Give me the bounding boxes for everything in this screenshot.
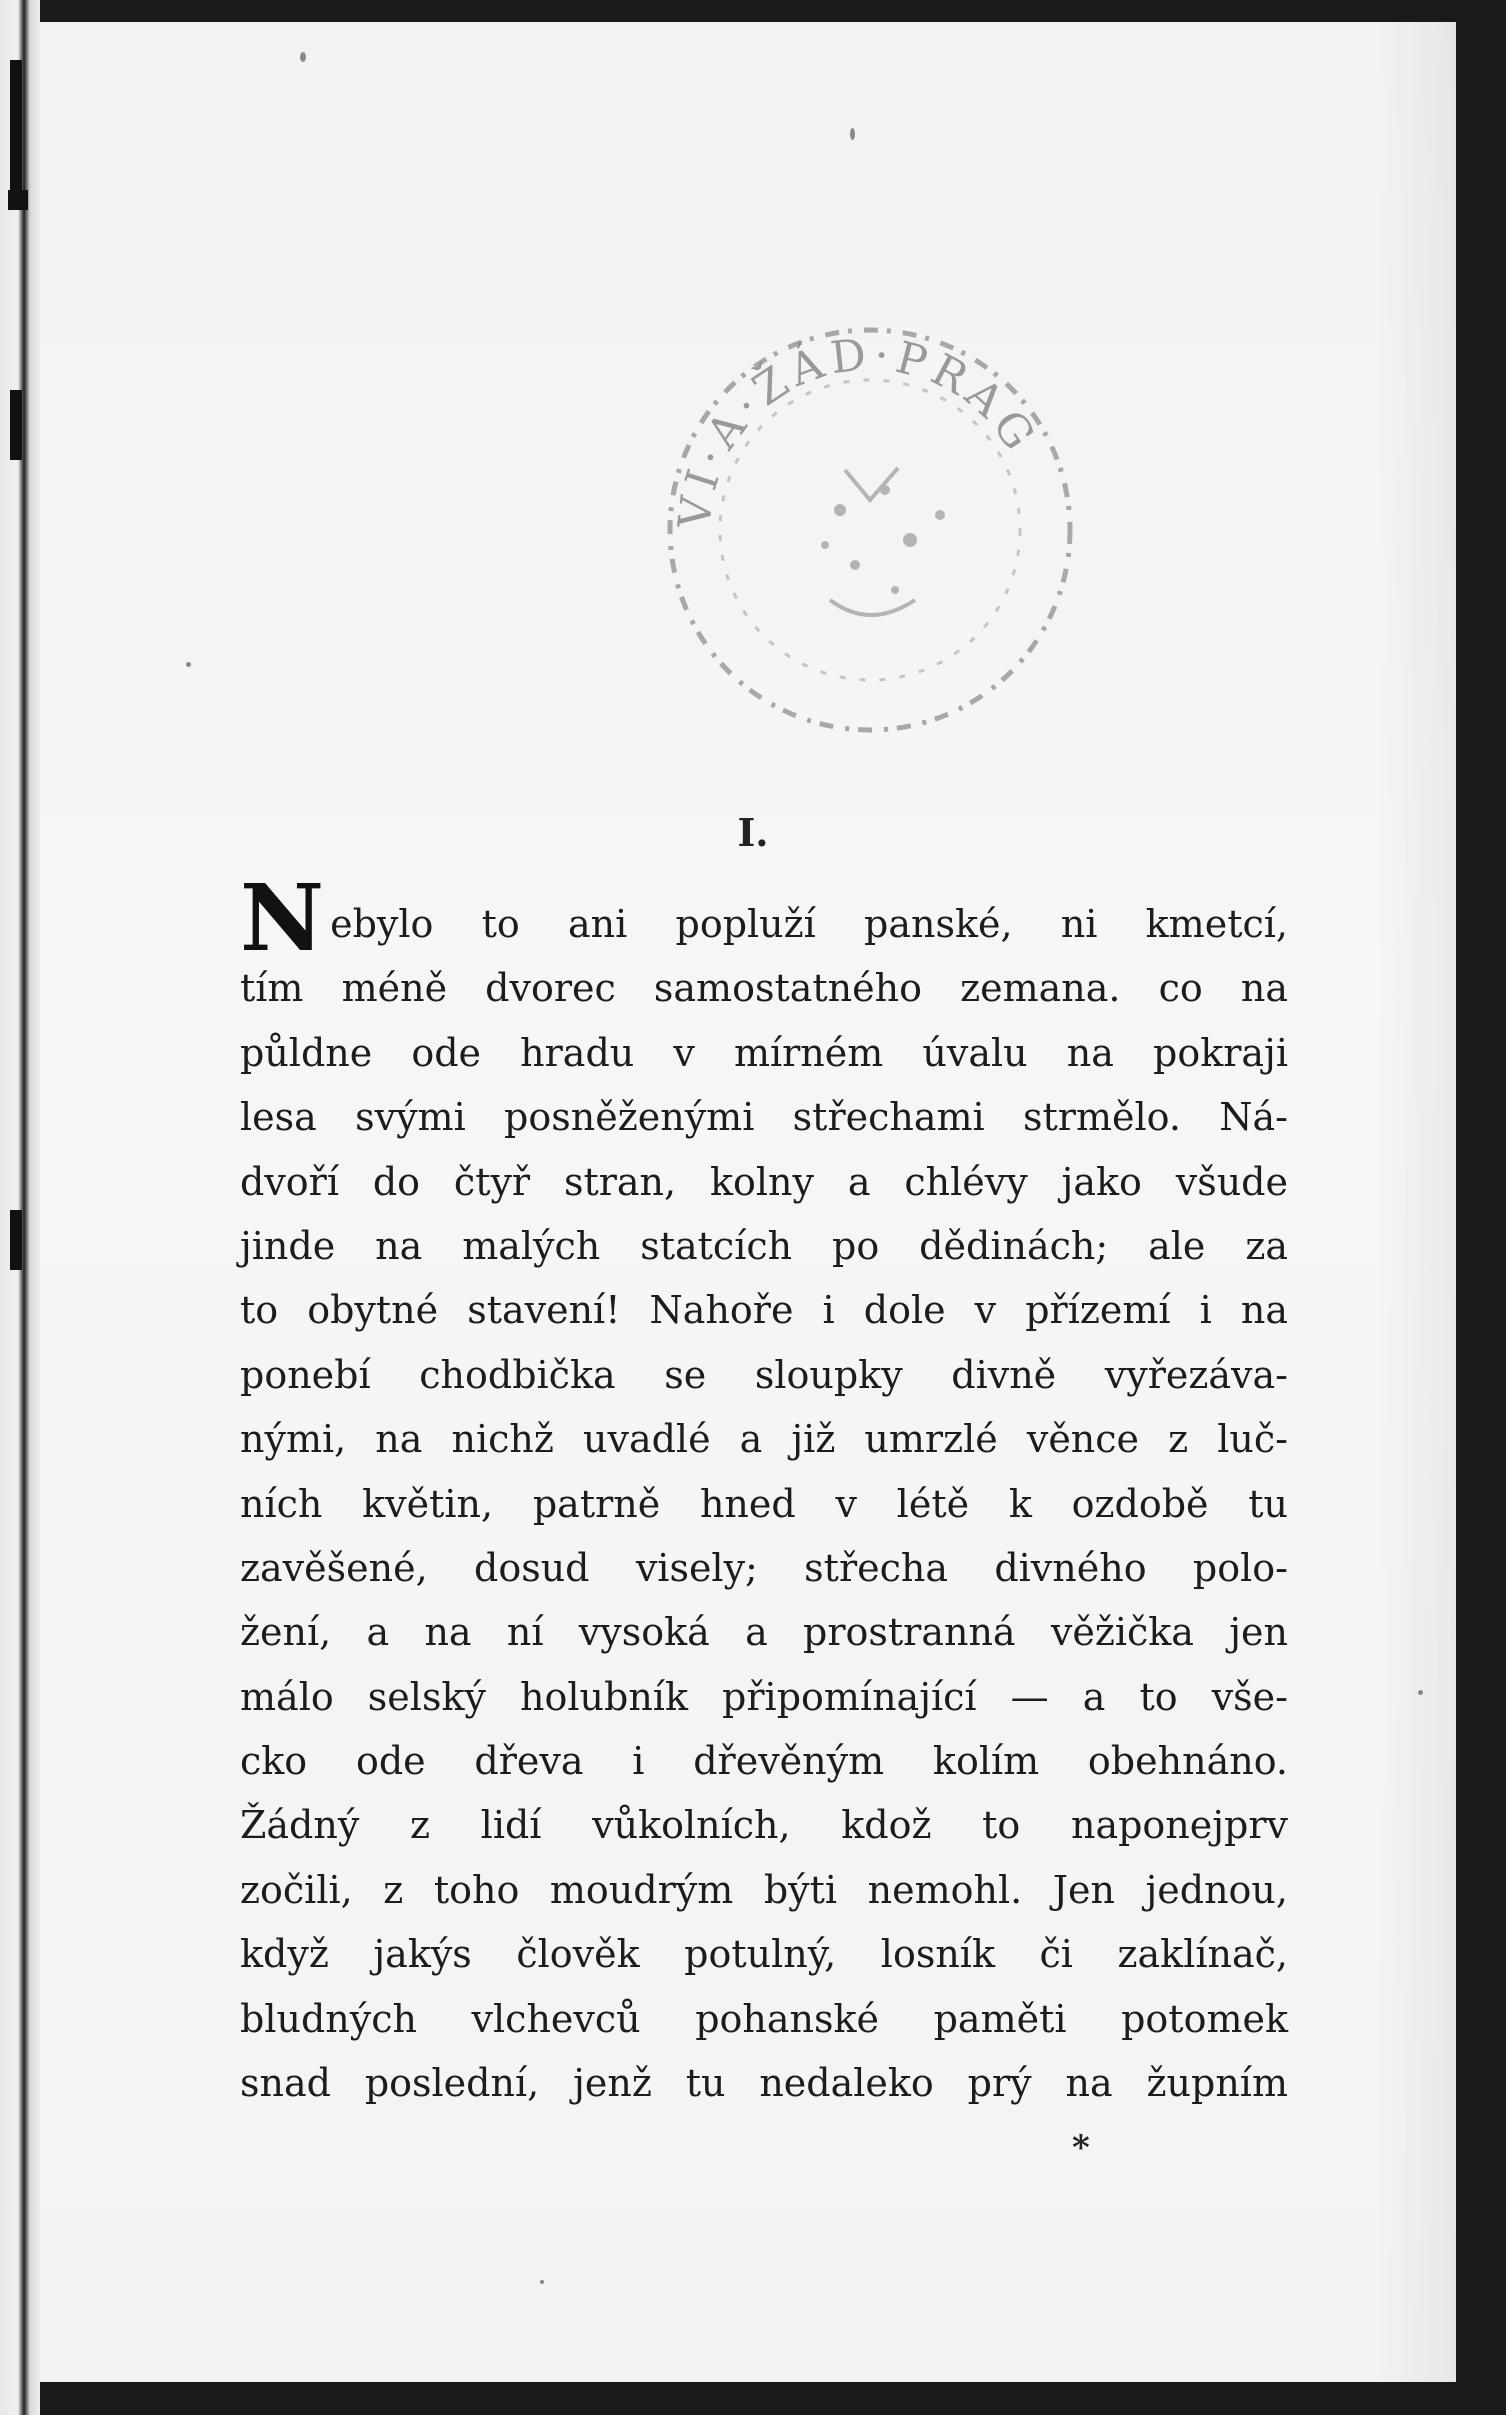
- text-line: půldne ode hradu v mírném úvalu na pokraji: [240, 1030, 1288, 1075]
- text-line: nými, na nichž uvadlé a již umrzlé věnce z luč-: [240, 1417, 1288, 1462]
- binding-mark: [10, 1210, 22, 1270]
- text-line: zočili, z toho moudrým býti nemohl. Jen jednou,: [240, 1867, 1288, 1912]
- signature-mark: *: [1072, 2128, 1090, 2168]
- text-line-1: [240, 864, 1288, 972]
- text-line: ních květin, patrně hned v létě k ozdobě tu: [240, 1481, 1288, 1526]
- drop-cap: N: [240, 864, 325, 972]
- paper-speck: [300, 52, 306, 62]
- binding-mark: [10, 390, 22, 460]
- text-line: ponebí chodbička se sloupky divně vyřezáva-: [240, 1352, 1288, 1397]
- paper-speck: [850, 128, 855, 140]
- text-line: cko ode dřeva i dřevěným kolím obehnáno.: [240, 1739, 1288, 1784]
- text-line: to obytné stavení! Nahoře i dole v přízemí i na: [240, 1288, 1288, 1333]
- stamp-text: VI·A·ŽÁD·PRAG: [669, 328, 1048, 532]
- paper-speck: [540, 2280, 544, 2284]
- text-line: málo selský holubník připomínající — a to vše-: [240, 1674, 1288, 1719]
- text-line: jinde na malých statcích po dědinách; ale za: [240, 1223, 1288, 1268]
- chapter-number: I.: [737, 810, 769, 855]
- text-line: když jakýs člověk potulný, losník či zaklínač,: [240, 1932, 1288, 1977]
- text-line: Žádný z lidí vůkolních, kdož to naponejprv: [240, 1803, 1288, 1848]
- book-binding-edge: [0, 0, 40, 2415]
- first-line-text: ebylo to ani popluží panské, ni kmetcí,: [330, 902, 1288, 946]
- text-line: dvoří do čtyř stran, kolny a chlévy jako všude: [240, 1159, 1288, 1204]
- text-line: žení, a na ní vysoká a prostranná věžička jen: [240, 1610, 1288, 1655]
- binding-mark: [8, 190, 28, 210]
- binding-mark: [10, 60, 22, 200]
- text-line: bludných vlchevců pohanské paměti potomek: [240, 1996, 1288, 2041]
- paper-speck: [1418, 1690, 1423, 1695]
- chapter-body: [240, 864, 1288, 2115]
- text-line: lesa svými posněženými střechami strmělo. Ná-: [240, 1095, 1288, 1140]
- text-line: zavěšené, dosud visely; střecha divného polo-: [240, 1545, 1288, 1590]
- svg-text:VI·A·ŽÁD·PRAG: [669, 329, 1047, 532]
- library-stamp-icon: [640, 300, 1100, 760]
- text-line: tím méně dvorec samostatného zemana. co na: [240, 966, 1288, 1011]
- page-shadow: [1376, 22, 1456, 2382]
- paper-speck: [186, 662, 191, 667]
- text-line: snad poslední, jenž tu nedaleko prý na župním: [240, 2061, 1288, 2106]
